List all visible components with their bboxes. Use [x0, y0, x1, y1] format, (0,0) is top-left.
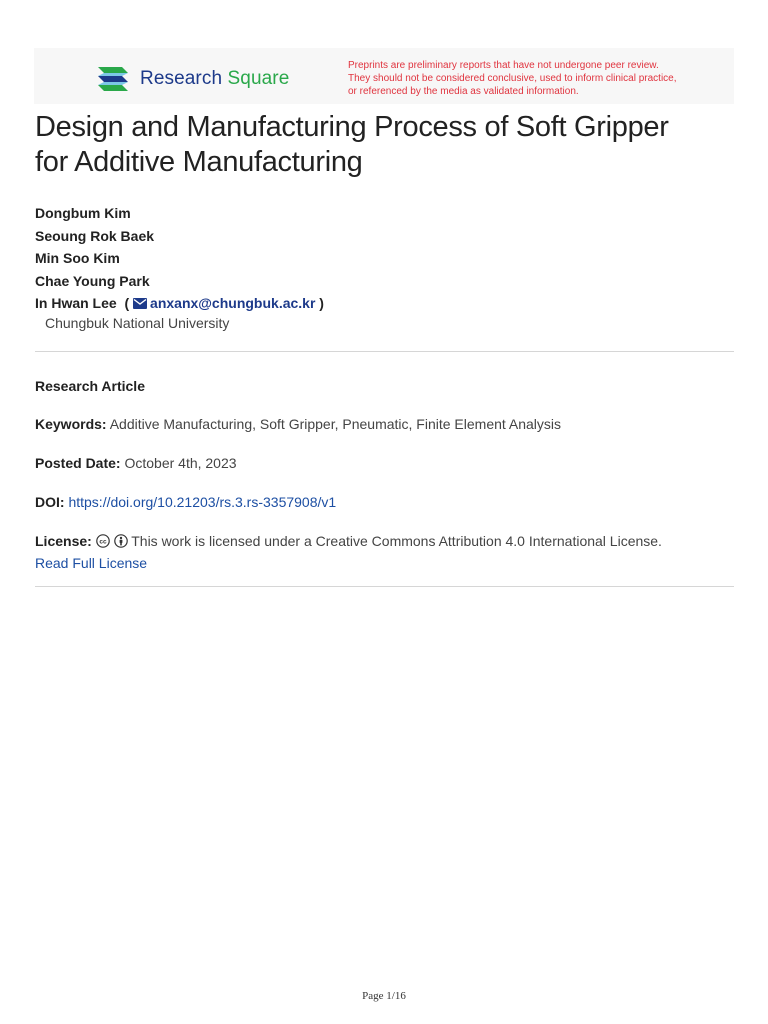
author-name: Dongbum Kim [35, 205, 131, 221]
disclaimer-line: Preprints are preliminary reports that have not undergone peer review. [348, 60, 659, 71]
paren-open: ( [124, 295, 130, 311]
read-full-license-link[interactable]: Read Full License [35, 555, 148, 571]
paper-title [35, 110, 735, 180]
title-line: Design and Manufacturing Process of Soft Gripper [35, 111, 669, 143]
divider [35, 586, 734, 587]
article-type-label: Research Article [35, 378, 145, 394]
author-list [35, 202, 324, 315]
keywords-value: Additive Manufacturing, Soft Gripper, Pneumatic, Finite Element Analysis [109, 416, 562, 432]
corresponding-author [35, 292, 324, 315]
posted-date-row [35, 452, 237, 474]
doi-row [35, 491, 336, 513]
author-name: Min Soo Kim [35, 250, 120, 266]
article-type [35, 375, 145, 397]
doi-link[interactable]: https://doi.org/10.21203/rs.3.rs-3357908/v1 [68, 494, 337, 510]
preprint-disclaimer [348, 59, 718, 98]
logo-word-square: Square [227, 68, 290, 89]
affiliation: Chungbuk National University [45, 315, 230, 331]
author-email: anxanx@chungbuk.ac.kr [150, 295, 316, 311]
license-row [35, 530, 662, 574]
disclaimer-line: or referenced by the media as validated information. [348, 86, 579, 97]
cc-icon [96, 534, 110, 548]
author-name: Seoung Rok Baek [35, 227, 155, 244]
svg-text:cc: cc [99, 538, 107, 546]
license-text: This work is licensed under a Creative Commons Attribution 4.0 International License. [131, 533, 662, 549]
author-email-link[interactable] [133, 295, 315, 311]
posted-date-value: October 4th, 2023 [124, 455, 237, 471]
posted-date-label: Posted Date: [35, 455, 121, 471]
disclaimer-line: They should not be considered conclusive, used to inform clinical practice, [348, 73, 677, 84]
keywords-label: Keywords: [35, 416, 107, 432]
author-name: In Hwan Lee [35, 295, 117, 311]
research-square-logo[interactable] [94, 64, 289, 94]
license-label: License: [35, 533, 92, 549]
logo-text [140, 68, 289, 90]
attribution-icon [114, 534, 128, 548]
envelope-icon [133, 298, 147, 309]
paren-close: ) [319, 295, 324, 311]
divider [35, 351, 734, 352]
keywords-row [35, 413, 561, 435]
logo-word-research: Research [140, 68, 223, 89]
author-name: Chae Young Park [35, 272, 150, 289]
title-line: for Additive Manufacturing [35, 146, 363, 178]
research-square-logo-icon [94, 64, 132, 94]
doi-label: DOI: [35, 494, 65, 510]
page-number: Page 1/16 [362, 990, 406, 1002]
